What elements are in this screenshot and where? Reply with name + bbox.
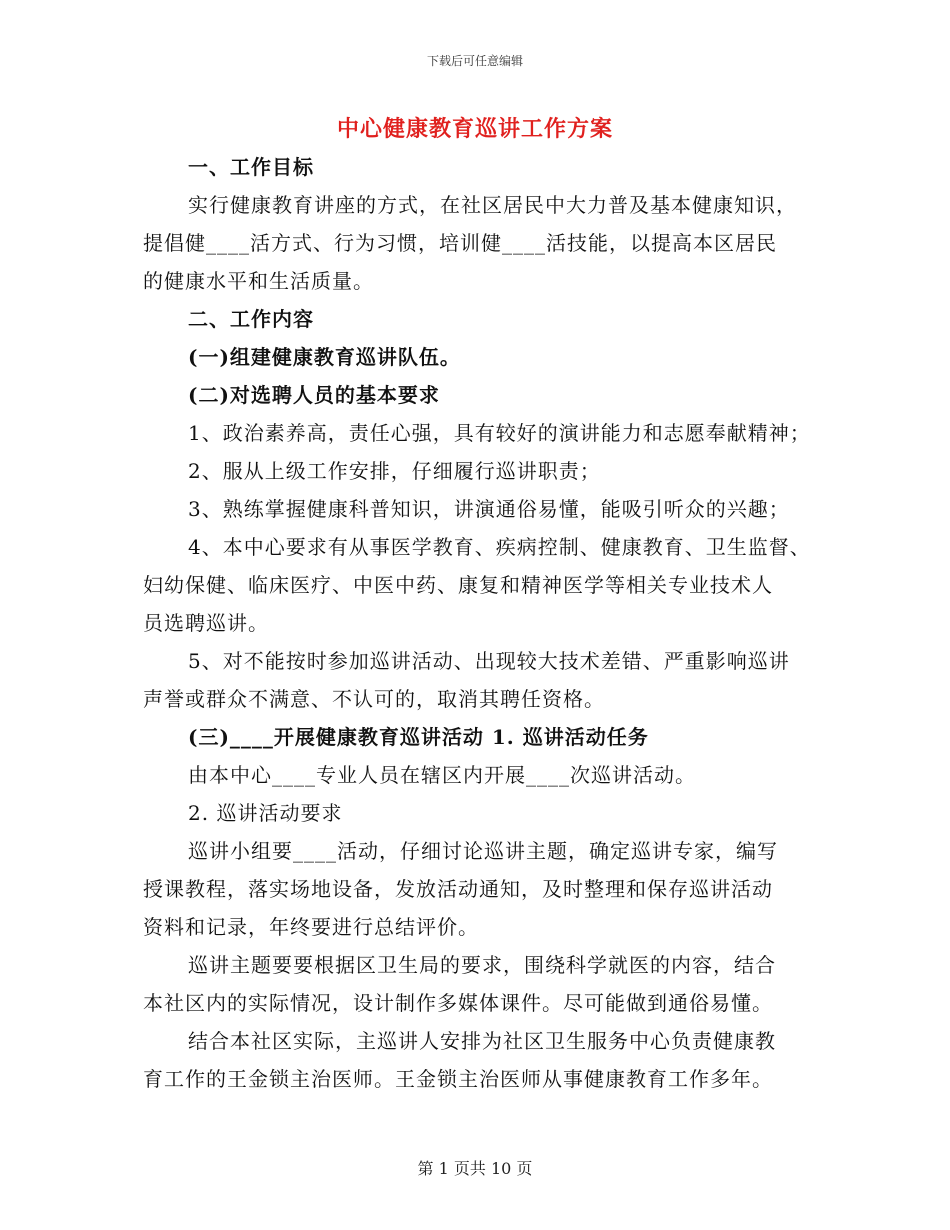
paragraph-line: 授课教程，落实场地设备，发放活动通知，及时整理和保存巡讲活动 bbox=[143, 877, 773, 901]
paragraph-line: 5、对不能按时参加巡讲活动、出现较大技术差错、严重影响巡讲 bbox=[188, 649, 790, 673]
section-heading: (二)对选聘人员的基本要求 bbox=[188, 383, 440, 407]
paragraph-line: 巡讲小组要____活动，仔细讨论巡讲主题，确定巡讲专家，编写 bbox=[188, 839, 778, 863]
paragraph-line: 3、熟练掌握健康科普知识，讲演通俗易懂，能吸引听众的兴趣； bbox=[188, 497, 790, 521]
section-heading: 二、工作内容 bbox=[188, 307, 314, 331]
page-footer: 第 1 页共 10 页 bbox=[417, 1159, 533, 1178]
header-note: 下载后可任意编辑 bbox=[426, 54, 523, 68]
paragraph-line: 2. 巡讲活动要求 bbox=[188, 801, 343, 825]
paragraph-line: 本社区内的实际情况，设计制作多媒体课件。尽可能做到通俗易懂。 bbox=[143, 991, 773, 1015]
paragraph-line: 由本中心____专业人员在辖区内开展____次巡讲活动。 bbox=[188, 763, 696, 787]
paragraph-line: 资料和记录，年终要进行总结评价。 bbox=[143, 915, 479, 939]
paragraph-line: 4、本中心要求有从事医学教育、疾病控制、健康教育、卫生监督、 bbox=[188, 535, 811, 559]
section-heading: (一)组建健康教育巡讲队伍。 bbox=[188, 345, 461, 369]
document-body bbox=[143, 148, 823, 1098]
paragraph-line: 2、服从上级工作安排，仔细履行巡讲职责； bbox=[188, 459, 601, 483]
paragraph-line: 实行健康教育讲座的方式，在社区居民中大力普及基本健康知识， bbox=[188, 193, 797, 217]
paragraph-line: 结合本社区实际，主巡讲人安排为社区卫生服务中心负责健康教 bbox=[188, 1029, 776, 1053]
paragraph-line: 声誉或群众不满意、不认可的，取消其聘任资格。 bbox=[143, 687, 605, 711]
paragraph-line: 妇幼保健、临床医疗、中医中药、康复和精神医学等相关专业技术人 bbox=[143, 573, 773, 597]
paragraph-line: 育工作的王金锁主治医师。王金锁主治医师从事健康教育工作多年。 bbox=[143, 1067, 773, 1091]
paragraph-line: 员选聘巡讲。 bbox=[143, 611, 269, 635]
section-heading: (三)____开展健康教育巡讲活动 1. 巡讲活动任务 bbox=[188, 725, 649, 749]
paragraph-line: 巡讲主题要要根据区卫生局的要求，围绕科学就医的内容，结合 bbox=[188, 953, 776, 977]
paragraph-line: 的健康水平和生活质量。 bbox=[143, 269, 374, 293]
section-heading: 一、工作目标 bbox=[188, 155, 314, 179]
paragraph-line: 1、政治素养高，责任心强，具有较好的演讲能力和志愿奉献精神； bbox=[188, 421, 811, 445]
paragraph-line: 提倡健____活方式、行为习惯，培训健____活技能，以提高本区居民 bbox=[143, 231, 777, 255]
document-title: 中心健康教育巡讲工作方案 bbox=[336, 116, 613, 142]
